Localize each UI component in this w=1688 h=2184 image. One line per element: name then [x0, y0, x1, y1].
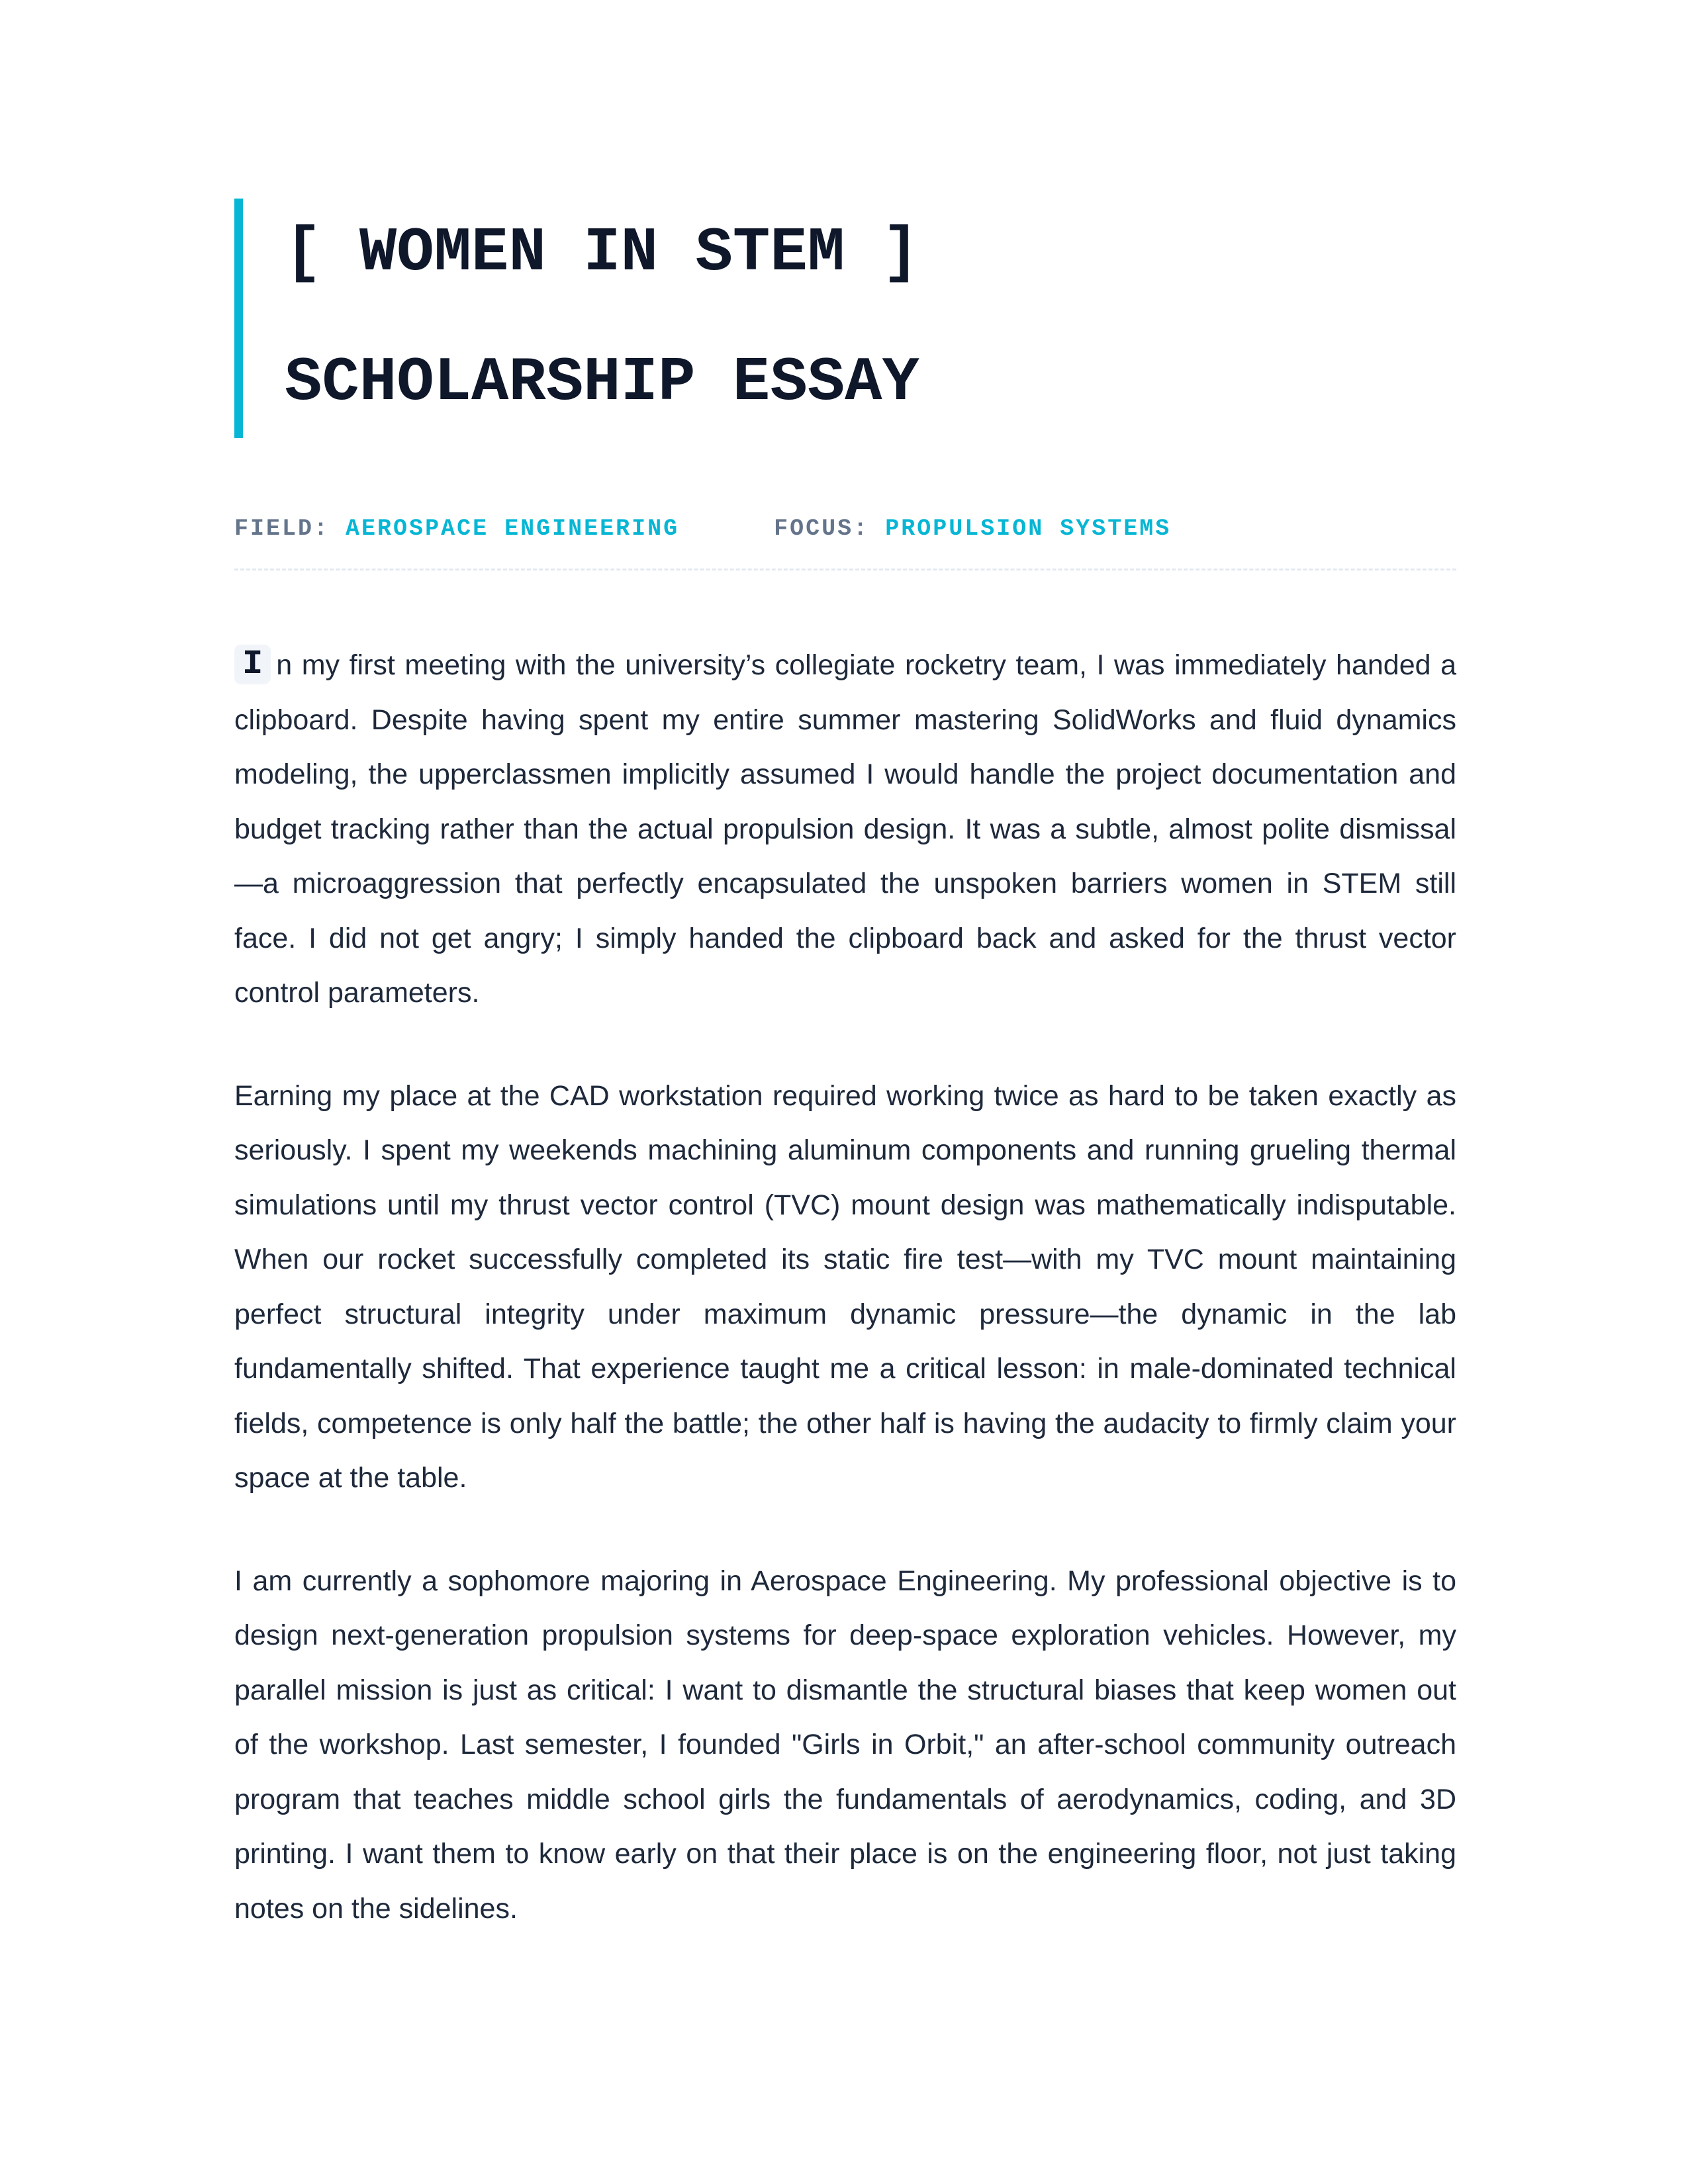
- field-value: AEROSPACE ENGINEERING: [346, 516, 680, 542]
- essay-paragraph-1: [234, 638, 1456, 1021]
- focus-value: PROPULSION SYSTEMS: [885, 516, 1172, 542]
- page-subtitle: SCHOLARSHIP ESSAY: [285, 348, 919, 418]
- essay-paragraph-1-text: n my first meeting with the university’s collegiate rocketry team, I was immediately handed a clipboard. Despite having spent my entire summer mastering SolidWorks and fluid dynamics modeling, the upperclassmen implicitly assumed I would handle the project documentation and budget tracking rather than the actual propulsion design. It was a subtle, almost polite dismissal—a microaggression that perfectly encapsulated the unspoken barriers women in STEM still face. I did not get angry; I simply handed the clipboard back and asked for the thrust vector control parameters.: [234, 649, 1456, 1009]
- drop-cap: I: [234, 645, 271, 684]
- essay-paragraph-2: Earning my place at the CAD workstation required working twice as hard to be taken exactly as seriously. I spent my weekends machining aluminum components and running grueling thermal simulations until my thrust vector control (TVC) mount design was mathematically indisputable. When our rocket successfully completed its static fire test—with my TVC mount maintaining perfect structural integrity under maximum dynamic pressure—the dynamic in the lab fundamentally shifted. That experience taught me a critical lesson: in male-dominated technical fields, competence is only half the battle; the other half is having the audacity to firmly claim your space at the table.: [234, 1079, 1456, 1494]
- field-label: FIELD:: [234, 516, 330, 542]
- essay-paragraph-3: I am currently a sophomore majoring in Aerospace Engineering. My professional objective is to design next-generation propulsion systems for deep-space exploration vehicles. However, my parallel mission is just as critical: I want to dismantle the structural biases that keep women out of the workshop. Last semester, I founded "Girls in Orbit," an after-school community outreach program that teaches middle school girls the fundamentals of aerodynamics, coding, and 3D printing. I want them to know early on that their place is on the engineering floor, not just taking notes on the sidelines.: [234, 1565, 1456, 1925]
- meta-line: [234, 516, 1456, 542]
- essay-page: [234, 199, 1456, 1984]
- essay-body: [234, 638, 1456, 1936]
- dashed-divider: [234, 569, 1456, 570]
- page-title: [ WOMEN IN STEM ]: [285, 218, 919, 289]
- title-block: [234, 199, 1456, 438]
- focus-label: FOCUS:: [774, 516, 870, 542]
